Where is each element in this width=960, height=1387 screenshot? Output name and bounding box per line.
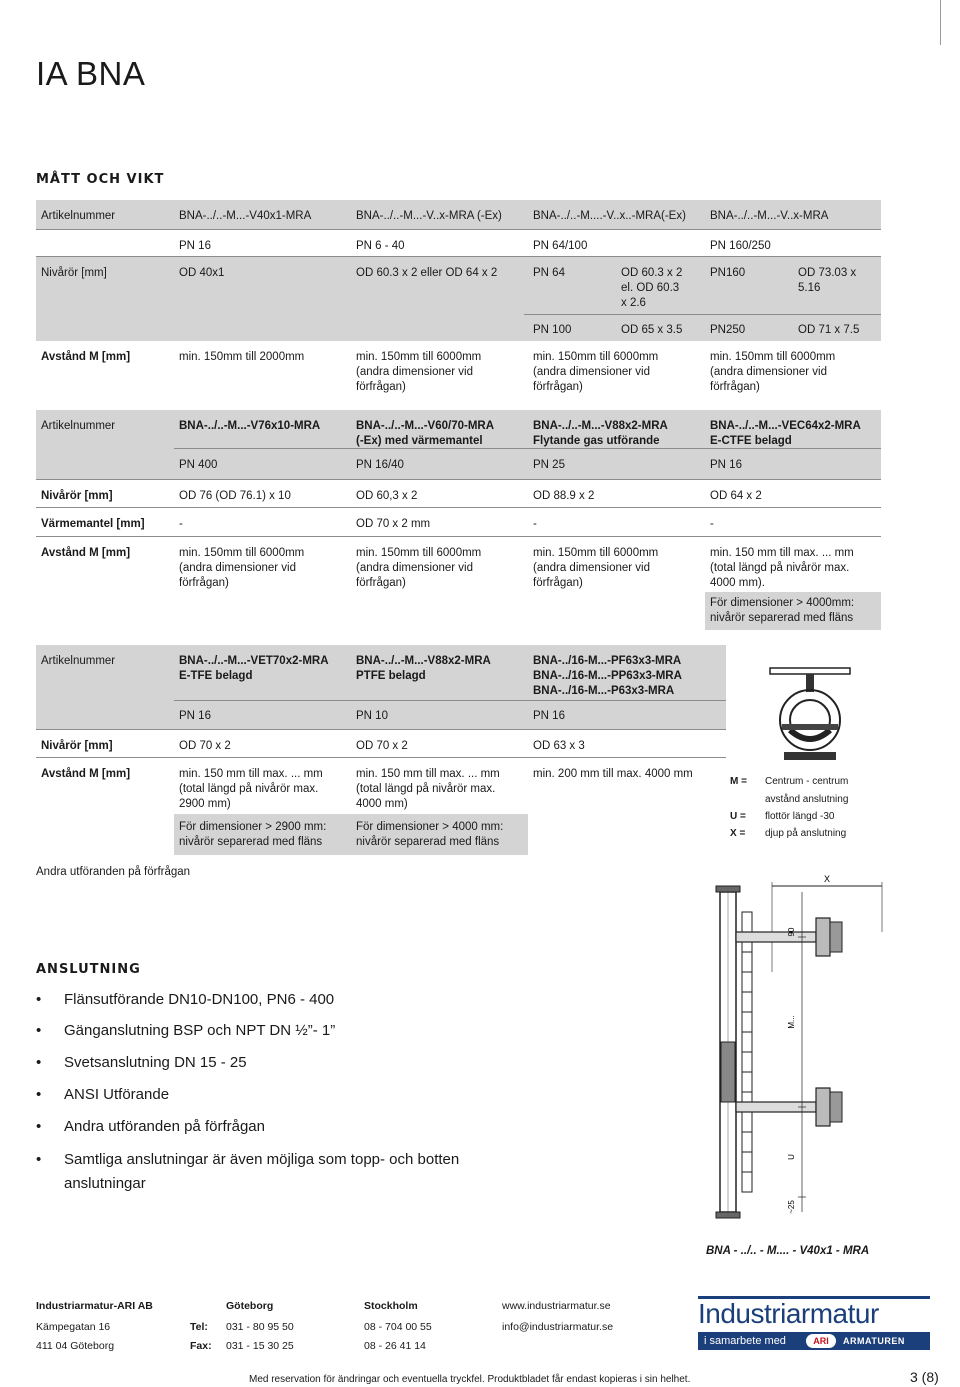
corner-line (940, 0, 941, 45)
drawing-caption: BNA - ../.. - M.... - V40x1 - MRA (706, 1245, 870, 1257)
page-title: IA BNA (36, 55, 146, 92)
table-row: Nivårör [mm] OD 70 x 2 OD 70 x 2 OD 63 x 3 (36, 730, 726, 758)
table-row: Nivårör [mm] OD 40x1 OD 60.3 x 2 eller OD 64 x 2 PN 64 OD 60.3 x 2 el. OD 60.3 x 2.6 PN160 OD 73.03 x 5.16 PN 100 OD 65 x 3.5 PN250 OD 71 x 7.5 (36, 257, 881, 341)
section-heading-anslutning: ANSLUTNING (36, 962, 141, 977)
svg-text:~25: ~25 (787, 1200, 796, 1214)
svg-text:90: 90 (787, 927, 796, 937)
note-text: Andra utföranden på förfrågan (36, 866, 191, 878)
svg-text:M...: M... (787, 1015, 796, 1029)
email-link[interactable]: info@industriarmatur.se (502, 1321, 614, 1333)
section-heading-matt: MÅTT OCH VIKT (36, 172, 165, 187)
spec-table-3 (36, 645, 726, 855)
table-row: Avstånd M [mm] min. 150mm till 2000mm min. 150mm till 6000mm (andra dimensioner vid förfrågan) min. 150mm till 6000mm (andra dimensioner vid förfrågan) min. 150mm till 6000mm (andra dimensioner vid förfrågan) (41, 351, 836, 393)
table-row: Avstånd M [mm] min. 150mm till 6000mm (andra dimensioner vid förfrågan) min. 150mm till 6000mm (andra dimensioner vid förfrågan) min. 150mm till 6000mm (andra dimensioner vid förfrågan) min. 150 mm till max. ... mm (total längd på nivårör max. 4000 mm). För dimensioner > 4000mm: nivårör separerad med fläns (36, 537, 881, 630)
table-row: Artikelnummer BNA-../..-M...-V40x1-MRA BNA-../..-M...-V..x-MRA (-Ex) BNA-../..-M....-V..x..-MRA(-Ex) BNA-../..-M...-V..x-MRA (36, 200, 881, 230)
website-link[interactable]: www.industriarmatur.se (502, 1300, 611, 1312)
table-row: Artikelnummer BNA-../..-M...-VET70x2-MRA E-TFE belagd BNA-../..-M...-V88x2-MRA PTFE belagd BNA-../16-M...-PF63x3-MRA BNA-../16-M...-PP63x3-MRA BNA-../16-M...-P63x3-MRA PN 16 PN 10 PN 16 (36, 645, 726, 730)
page-number: 3 (8) (910, 1369, 939, 1385)
technical-drawing (690, 872, 890, 1232)
table-row: PN 16 PN 6 - 40 PN 64/100 PN 160/250 (36, 230, 881, 257)
table-row: Nivårör [mm] OD 76 (OD 76.1) x 10 OD 60,3 x 2 OD 88.9 x 2 OD 64 x 2 (36, 480, 881, 508)
table-row: Artikelnummer BNA-../..-M...-V76x10-MRA BNA-../..-M...-V60/70-MRA (-Ex) med värmemantel BNA-../..-M...-V88x2-MRA Flytande gas utförande BNA-../..-M...-VEC64x2-MRA E-CTFE belagd PN 400 PN 16/40 PN 25 PN 16 (36, 410, 881, 480)
table-row: Värmemantel [mm] - OD 70 x 2 mm - - (36, 508, 881, 537)
spec-table-2 (36, 410, 881, 630)
spec-table-1 (36, 200, 881, 395)
ari-logo-icon: ARI (806, 1334, 836, 1348)
svg-text:X: X (823, 874, 831, 884)
company-logo: Industriarmatur i samarbete med ARI ARMATUREN (698, 1296, 930, 1350)
svg-text:U: U (787, 1154, 796, 1160)
table-row: Avstånd M [mm] min. 150 mm till max. ... mm (total längd på nivårör max. 2900 mm) För dimensioner > 2900 mm: nivårör separerad med fläns min. 150 mm till max. ... mm (total längd på nivårör max. 4000 mm) För dimensioner > 4000 mm: nivårör separerad med fläns min. 200 mm till max. 4000 mm (36, 758, 726, 855)
flange-sketch (760, 660, 860, 765)
disclaimer: Med reservation för ändringar och eventuella tryckfel. Produktbladet får endast kopieras i sin helhet. (249, 1374, 691, 1385)
